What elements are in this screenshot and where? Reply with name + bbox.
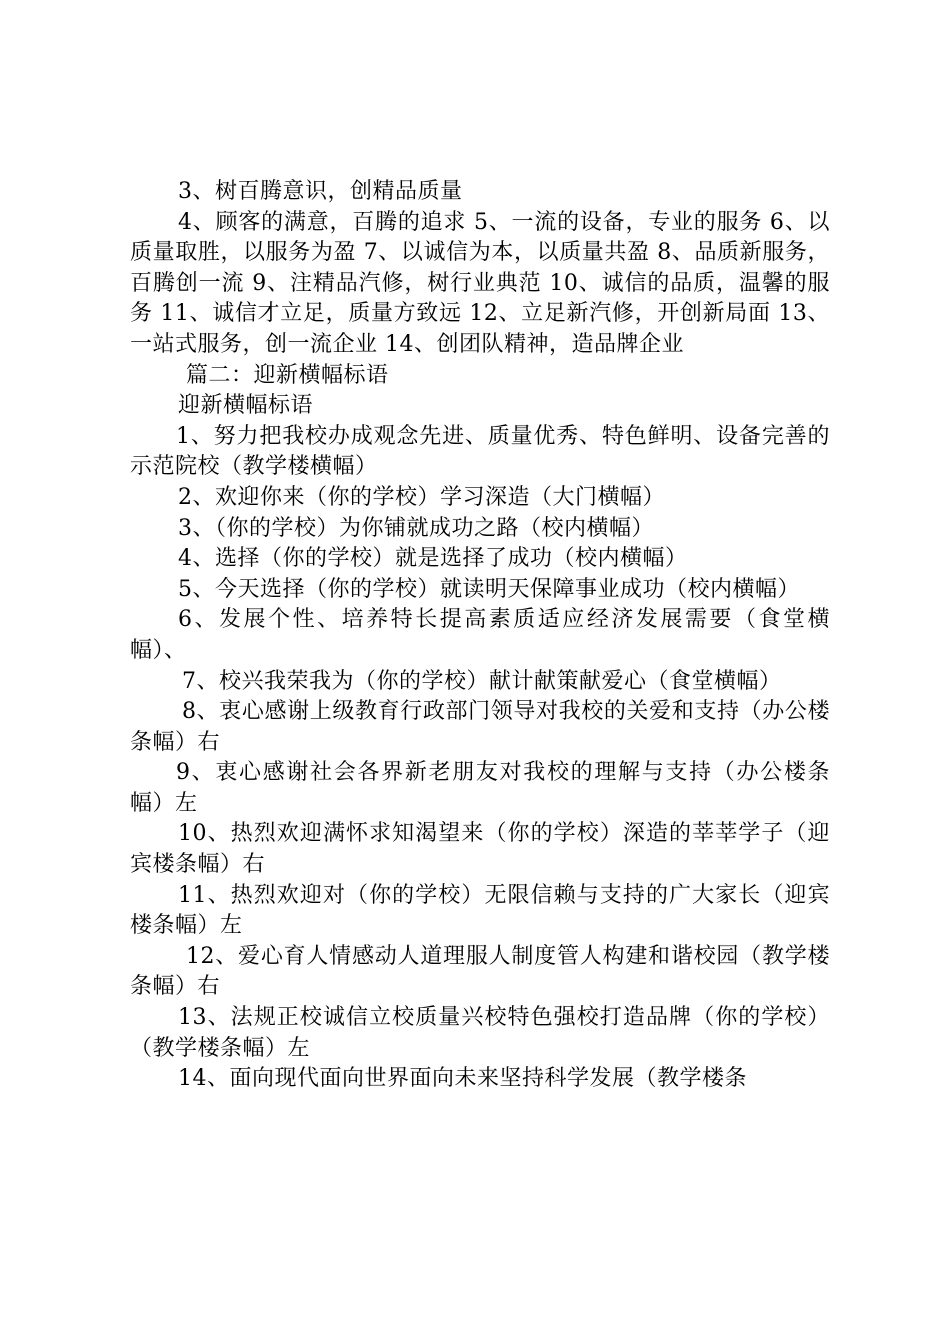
- slogan-item-10: 10、热烈欢迎满怀求知渴望来（你的学校）深造的莘莘学子（迎宾楼条幅）右: [130, 821, 830, 878]
- slogan-item-5: 5、今天选择（你的学校）就读明天保障事业成功（校内横幅）: [178, 576, 800, 602]
- slogan-item-11: 11、热烈欢迎对（你的学校）无限信赖与支持的广大家长（迎宾楼条幅）左: [130, 882, 830, 939]
- document-body: [130, 177, 830, 1095]
- slogan-item-4: 4、选择（你的学校）就是选择了成功（校内横幅）: [178, 546, 688, 572]
- slogan-item-14: 14、面向现代面向世界面向未来坚持科学发展（教学楼条: [178, 1066, 747, 1092]
- paragraph-item-3: 3、树百腾意识，创精品质量: [178, 179, 463, 204]
- section-title: 迎新横幅标语: [178, 393, 314, 419]
- slogan-item-12: 12、爱心育人情感动人道理服人制度管人构建和谐校园（教学楼条幅）右: [130, 943, 830, 1000]
- section-heading: 篇二：迎新横幅标语: [186, 362, 389, 388]
- slogan-item-13: 13、法规正校诚信立校质量兴校特色强校打造品牌（你的学校）（教学楼条幅）左: [130, 1005, 830, 1061]
- slogan-item-1: 1、努力把我校办成观念先进、质量优秀、特色鲜明、设备完善的示范院校（教学楼横幅）: [130, 423, 830, 480]
- slogan-item-8: 8、衷心感谢上级教育行政部门领导对我校的关爱和支持（办公楼条幅）右: [130, 699, 830, 755]
- slogan-item-7: 7、校兴我荣我为（你的学校）献计献策献爱心（食堂横幅）: [182, 668, 782, 694]
- paragraph-items-4-14: 4、顾客的满意，百腾的追求 5、一流的设备，专业的服务 6、以质量取胜，以服务为盈 7、以诚信为本，以质量共盈 8、品质新服务，百腾创一流 9、注精品汽修，树行业典范 10、诚信的品质，温馨的服务 11、诚信才立足，质量方致远 12、立足新汽修，开创新局面 13、一站式服务，创一流企业 14、创团队精神，造品牌企业: [130, 209, 830, 357]
- slogan-item-2: 2、欢迎你来（你的学校）学习深造（大门横幅）: [178, 484, 665, 510]
- slogan-item-6: 6、发展个性、培养特长提高素质适应经济发展需要（食堂横幅）、: [130, 607, 830, 663]
- slogan-item-3: 3、（你的学校）为你铺就成功之路（校内横幅）: [178, 515, 654, 541]
- slogan-item-9: 9、衷心感谢社会各界新老朋友对我校的理解与支持（办公楼条幅）左: [130, 760, 830, 816]
